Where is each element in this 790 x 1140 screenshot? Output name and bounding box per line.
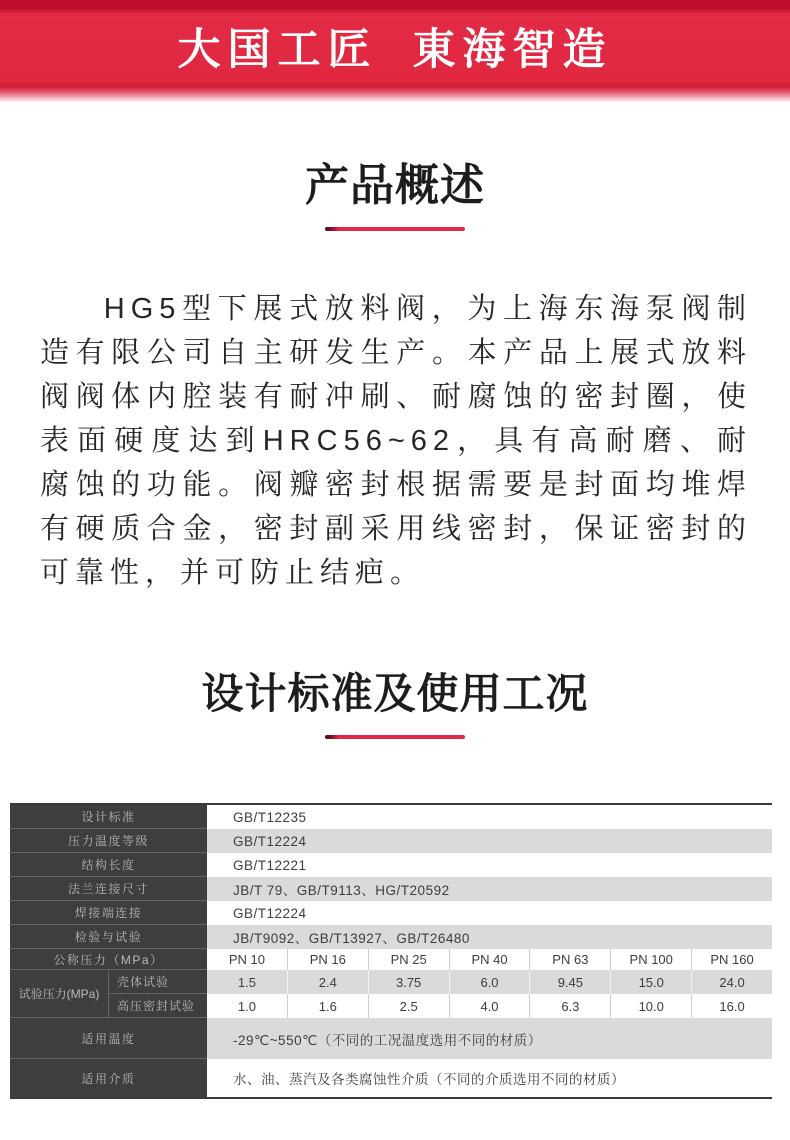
pressure-cell: PN 10 <box>228 952 265 967</box>
pressure-cell: PN 63 <box>529 949 610 970</box>
row-value: 水、油、蒸汽及各类腐蚀性介质（不同的介质选用不同的材质） <box>207 1059 772 1097</box>
row-label: 法兰连接尺寸 <box>10 877 207 901</box>
pressure-cell: PN 25 <box>368 949 449 970</box>
value-cell: 4.0 <box>449 994 530 1018</box>
value-cell: 1.5 <box>237 974 256 990</box>
table-row <box>10 877 772 901</box>
group-rows <box>108 970 772 1018</box>
seal-test-row <box>108 994 772 1018</box>
table-row <box>10 901 772 925</box>
value-cell: 9.45 <box>529 970 610 994</box>
spec-table <box>10 803 772 1099</box>
value-cell: 1.6 <box>287 994 368 1018</box>
row-label: 压力温度等级 <box>10 829 207 853</box>
value-cell: 3.75 <box>368 970 449 994</box>
table-row <box>10 805 772 829</box>
row-label: 焊接端连接 <box>10 901 207 925</box>
overview-title-underline <box>325 227 465 231</box>
value-cell: 1.0 <box>237 998 256 1014</box>
value-cell: 24.0 <box>691 970 772 994</box>
shell-test-row <box>108 970 772 994</box>
table-row <box>10 925 772 949</box>
spec-title-underline <box>325 735 465 739</box>
test-pressure-group <box>10 970 772 1018</box>
temperature-row <box>10 1018 772 1059</box>
row-value: JB/T 79、GB/T9113、HG/T20592 <box>207 877 772 901</box>
value-cell: 6.3 <box>529 994 610 1018</box>
table-row <box>10 829 772 853</box>
value-cell: 15.0 <box>610 970 691 994</box>
seal-test-values <box>207 994 772 1018</box>
pressure-columns <box>207 949 772 970</box>
row-label: 结构长度 <box>10 853 207 877</box>
row-label: 公称压力（MPa） <box>10 949 207 970</box>
value-cell: 2.4 <box>287 970 368 994</box>
pressure-cell: PN 40 <box>449 949 530 970</box>
row-value: GB/T12221 <box>207 853 772 877</box>
value-cell: 6.0 <box>449 970 530 994</box>
row-label: 检验与试验 <box>10 925 207 949</box>
pressure-cell: PN 160 <box>691 949 772 970</box>
row-label: 适用介质 <box>10 1059 207 1097</box>
brand-banner-title: 大国工匠 東海智造 <box>177 26 613 74</box>
overview-paragraph: HG5型下展式放料阀，为上海东海泵阀制造有限公司自主研发生产。本产品上展式放料阀阀体内腔装有耐冲刷、耐腐蚀的密封圈，使表面硬度达到HRC56~62，具有高耐磨、耐腐蚀的功能。阀瓣密封根据需要是封面均堆焊有硬质合金，密封副采用线密封，保证密封的可靠性，并可防止结疤。 <box>40 293 752 589</box>
group-label: 试验压力(MPa) <box>10 970 108 1018</box>
overview-section-title: 产品概述 <box>305 161 485 210</box>
sub-row-label: 高压密封试验 <box>108 994 207 1018</box>
row-label: 适用温度 <box>10 1018 207 1059</box>
pressure-cell: PN 16 <box>287 949 368 970</box>
media-row <box>10 1059 772 1097</box>
nominal-pressure-row <box>10 949 772 970</box>
row-value: JB/T9092、GB/T13927、GB/T26480 <box>207 925 772 949</box>
sub-row-label: 壳体试验 <box>108 970 207 994</box>
spec-section-title: 设计标准及使用工况 <box>201 670 589 717</box>
row-value: GB/T12235 <box>207 805 772 829</box>
row-value: GB/T12224 <box>207 901 772 925</box>
row-label: 设计标准 <box>10 805 207 829</box>
value-cell: 16.0 <box>691 994 772 1018</box>
value-cell: 10.0 <box>610 994 691 1018</box>
shell-test-values <box>207 970 772 994</box>
row-value: -29℃~550℃（不同的工况温度选用不同的材质） <box>207 1018 772 1059</box>
value-cell: 2.5 <box>368 994 449 1018</box>
row-value: GB/T12224 <box>207 829 772 853</box>
pressure-cell: PN 100 <box>610 949 691 970</box>
table-row <box>10 853 772 877</box>
brand-banner <box>0 0 790 103</box>
